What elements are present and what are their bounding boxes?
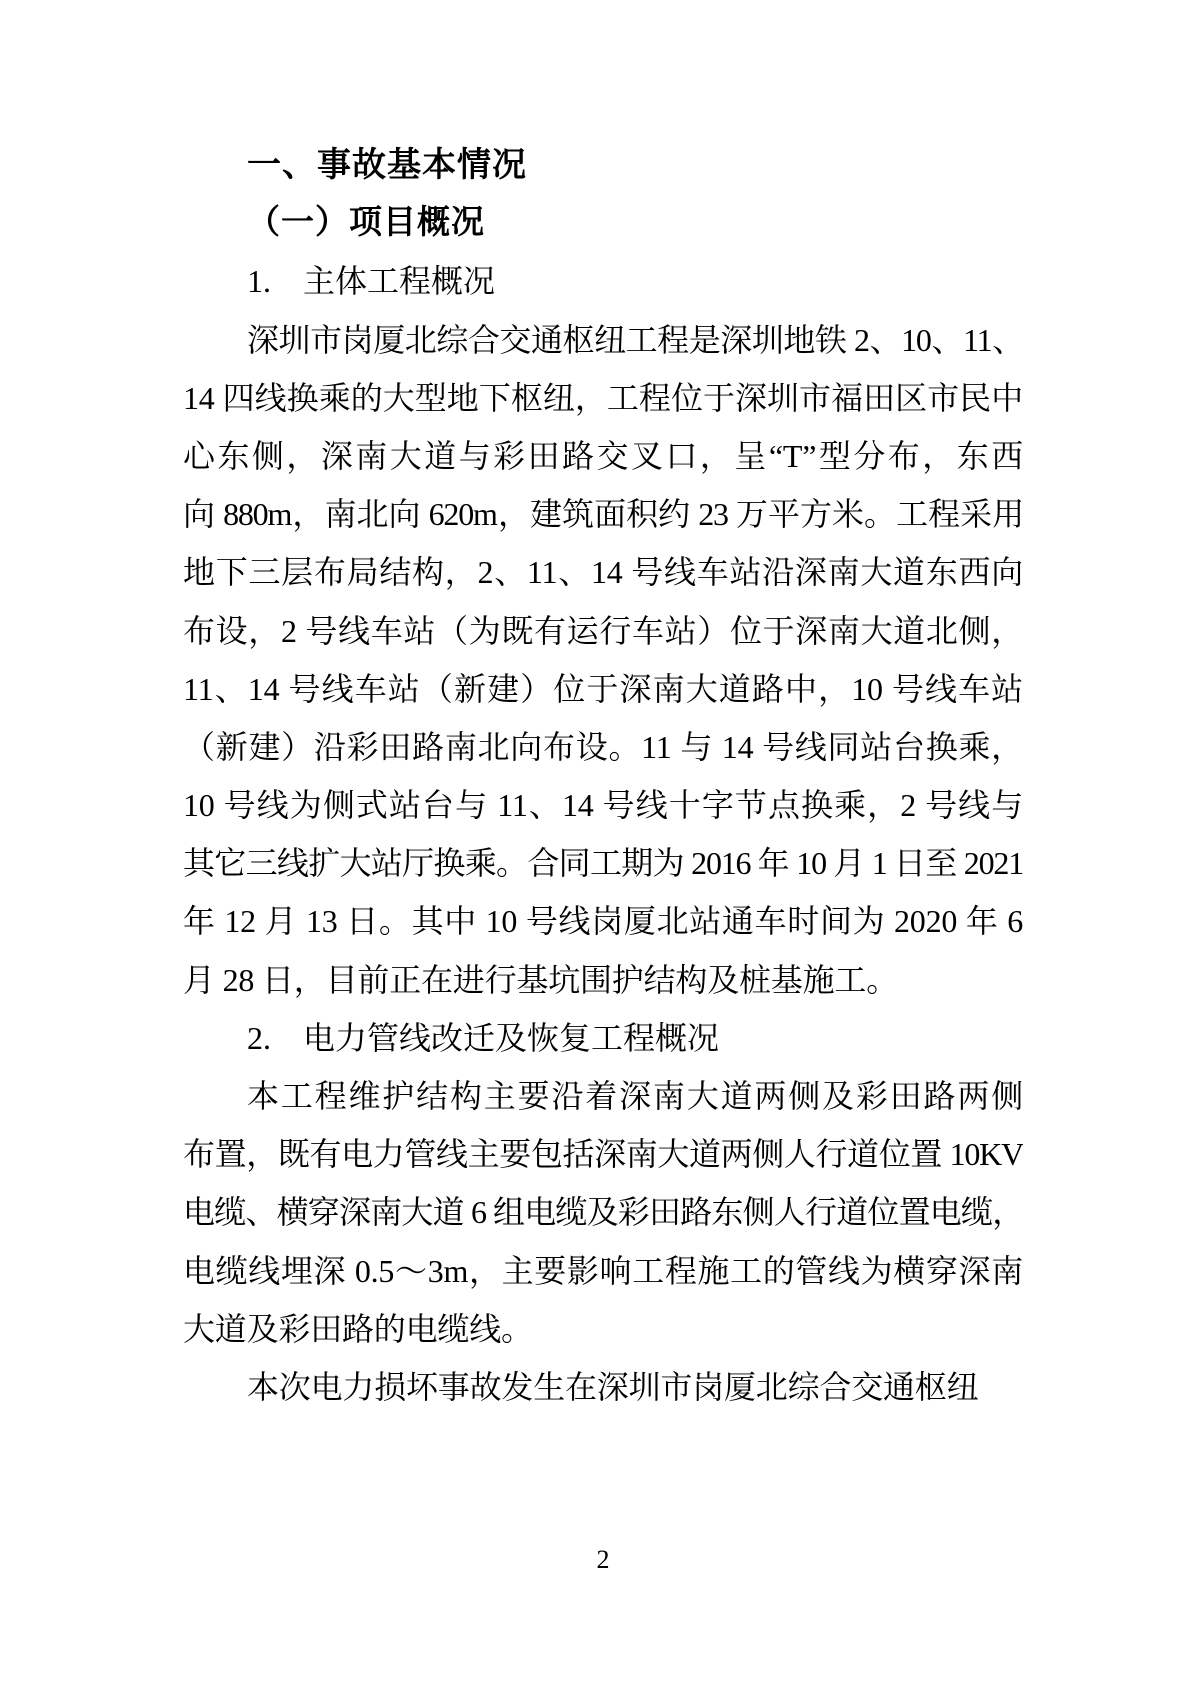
para1-line: 其它三线扩大站厅换乘。合同工期为 2016 年 10 月 1 日至 2021 bbox=[183, 845, 1023, 882]
page-number: 2 bbox=[596, 1545, 610, 1575]
para1-line: 地下三层布局结构，2、11、14 号线车站沿深南大道东西向 bbox=[183, 554, 1023, 591]
section-heading: （一）项目概况 bbox=[247, 205, 485, 242]
para3-line: 本次电力损坏事故发生在深圳市岗厦北综合交通枢纽 bbox=[247, 1368, 979, 1405]
para2-line: 本工程维护结构主要沿着深南大道两侧及彩田路两侧 bbox=[247, 1078, 1023, 1114]
para2-line: 布置，既有电力管线主要包括深南大道两侧人行道位置 10KV bbox=[183, 1136, 1023, 1173]
subheading-power-lines: 2. 电力管线改迁及恢复工程概况 bbox=[247, 1019, 720, 1056]
subheading-main-works: 1. 主体工程概况 bbox=[247, 263, 496, 300]
para1-line: 10 号线为侧式站台与 11、14 号线十字节点换乘，2 号线与 bbox=[183, 787, 1023, 824]
para2-line: 大道及彩田路的电缆线。 bbox=[183, 1310, 533, 1347]
para1-line: 11、14 号线车站（新建）位于深南大道路中，10 号线车站 bbox=[183, 670, 1023, 707]
para1-line: （新建）沿彩田路南北向布设。11 与 14 号线同站台换乘， bbox=[183, 728, 1023, 765]
para1-line: 年 12 月 13 日。其中 10 号线岗厦北站通车时间为 2020 年 6 bbox=[183, 903, 1023, 940]
chapter-heading: 一、事故基本情况 bbox=[247, 146, 527, 184]
para1-line: 向 880m，南北向 620m，建筑面积约 23 万平方米。工程采用 bbox=[183, 496, 1023, 533]
para2-line: 电缆、横穿深南大道 6 组电缆及彩田路东侧人行道位置电缆， bbox=[183, 1194, 1023, 1231]
para1-line: 深圳市岗厦北综合交通枢纽工程是深圳地铁 2、10、11、 bbox=[247, 321, 1023, 358]
para1-line: 14 四线换乘的大型地下枢纽，工程位于深圳市福田区市民中 bbox=[183, 379, 1023, 416]
para2-line: 电缆线埋深 0.5～3m，主要影响工程施工的管线为横穿深南 bbox=[183, 1252, 1023, 1289]
para1-line: 心东侧，深南大道与彩田路交叉口，呈“T”型分布，东西 bbox=[183, 437, 1023, 474]
para1-line: 月 28 日，目前正在进行基坑围护结构及桩基施工。 bbox=[183, 961, 899, 998]
para1-line: 布设，2 号线车站（为既有运行车站）位于深南大道北侧， bbox=[183, 612, 1023, 649]
